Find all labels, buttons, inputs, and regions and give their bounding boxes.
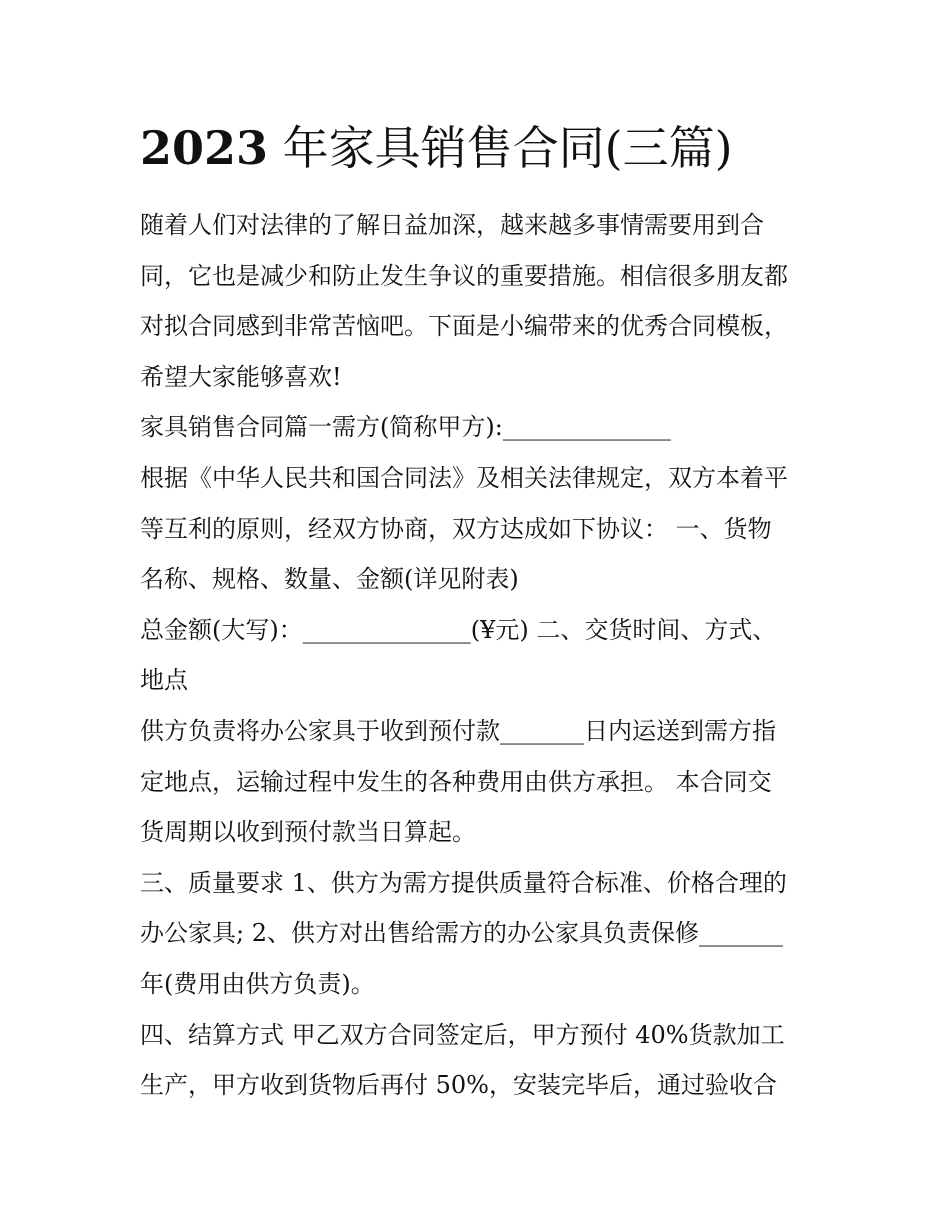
title-year: 2023 — [140, 121, 269, 175]
body-line: 根据《中华人民共和国合同法》及相关法律规定，双方本着平 — [140, 463, 788, 492]
body-line: 定地点，运输过程中发生的各种费用由供方承担。 本合同交 — [140, 767, 772, 796]
body-line: 总金额(大写)：______________(¥元) 二、交货时间、方式、 — [140, 615, 777, 644]
body-line: 生产，甲方收到货物后再付 50%，安装完毕后，通过验收合 — [140, 1071, 777, 1100]
document-body — [140, 200, 830, 1111]
body-line: 等互利的原则，经双方协商，双方达成如下协议： 一、货物 — [140, 514, 772, 543]
body-line: 三、质量要求 1、供方为需方提供质量符合标准、价格合理的 — [140, 868, 787, 897]
body-line: 家具销售合同篇一需方(简称甲方):______________ — [140, 413, 671, 442]
body-line: 年(费用由供方负责)。 — [140, 969, 375, 998]
body-line: 对拟合同感到非常苦恼吧。下面是小编带来的优秀合同模板， — [140, 312, 788, 341]
body-line: 名称、规格、数量、金额(详见附表) — [140, 565, 519, 594]
title-text: 年家具销售合同(三篇) — [268, 121, 733, 175]
document-title — [140, 118, 840, 178]
body-line: 办公家具; 2、供方对出售给需方的办公家具负责保修_______ — [140, 919, 783, 948]
body-line: 供方负责将办公家具于收到预付款_______日内运送到需方指 — [140, 716, 776, 745]
body-line: 地点 — [140, 666, 188, 695]
body-line: 希望大家能够喜欢! — [140, 362, 342, 391]
body-line: 货周期以收到预付款当日算起。 — [140, 818, 476, 847]
body-line: 四、结算方式 甲乙双方合同签定后，甲方预付 40%货款加工 — [140, 1020, 785, 1049]
body-line: 同，它也是减少和防止发生争议的重要措施。相信很多朋友都 — [140, 261, 788, 290]
body-line: 随着人们对法律的了解日益加深，越来越多事情需要用到合 — [140, 211, 764, 239]
